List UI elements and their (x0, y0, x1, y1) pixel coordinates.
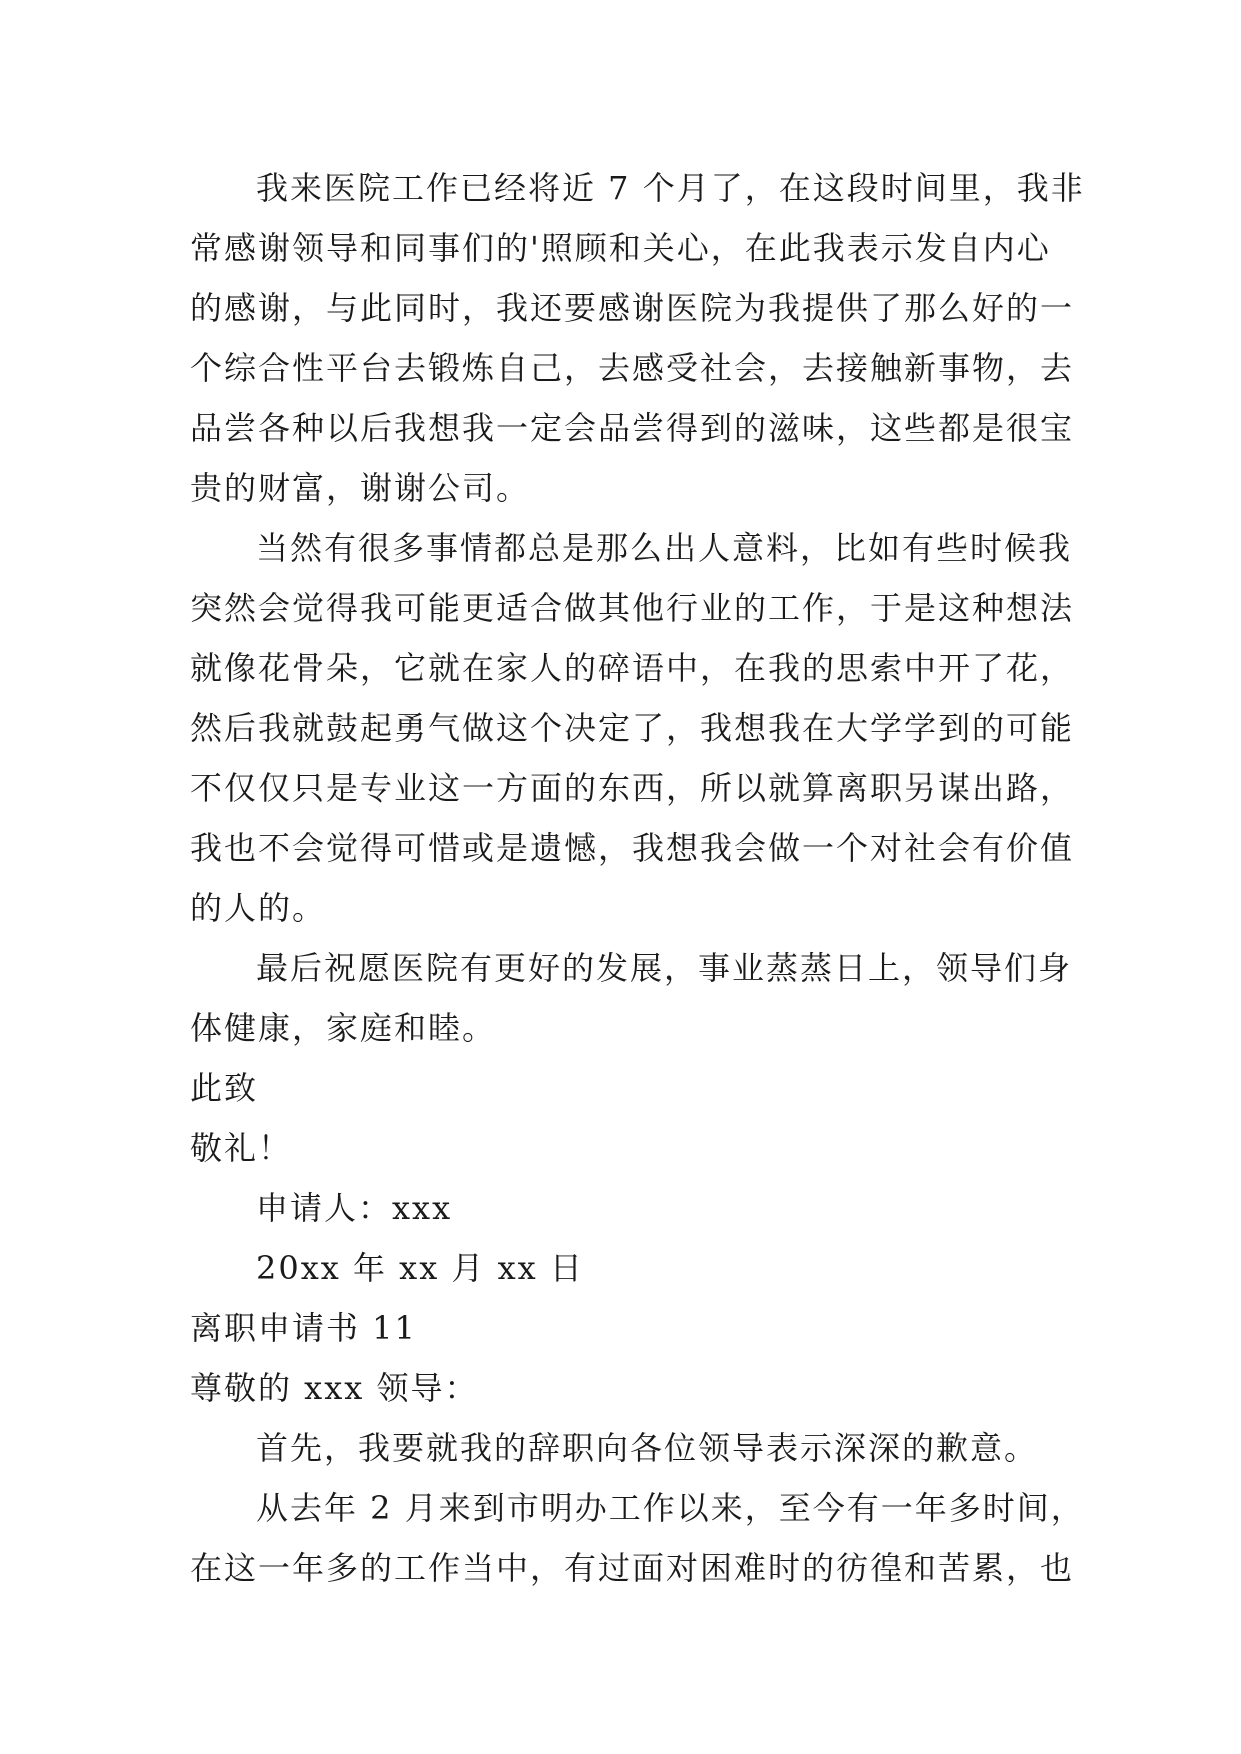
section-title: 离职申请书 11 (190, 1309, 417, 1347)
text-line: 就像花骨朵，它就在家人的碎语中，在我的思索中开了花， (190, 649, 1075, 687)
text-line: 首先，我要就我的辞职向各位领导表示深深的歉意。 (256, 1429, 1039, 1467)
text-line: 的人的。 (190, 889, 327, 927)
closing-regards: 敬礼！ (190, 1129, 293, 1167)
text-line: 从去年 2 月来到市明办工作以来，至今有一年多时间， (256, 1489, 1085, 1527)
text-line: 当然有很多事情都总是那么出人意料，比如有些时候我 (256, 529, 1073, 567)
signature-date: 20xx 年 xx 月 xx 日 (256, 1249, 584, 1287)
text-line: 常感谢领导和同事们的'照顾和关心，在此我表示发自内心 (190, 229, 1051, 267)
text-line: 突然会觉得我可能更适合做其他行业的工作，于是这种想法 (190, 589, 1075, 627)
text-line: 我也不会觉得可惜或是遗憾，我想我会做一个对社会有价值 (190, 829, 1075, 867)
text-line: 品尝各种以后我想我一定会品尝得到的滋味，这些都是很宝 (190, 409, 1075, 447)
text-line: 的感谢，与此同时，我还要感谢医院为我提供了那么好的一 (190, 289, 1075, 327)
text-line: 体健康，家庭和睦。 (190, 1009, 497, 1047)
text-line: 我来医院工作已经将近 7 个月了，在这段时间里，我非 (256, 169, 1085, 207)
applicant-signature: 申请人：xxx (256, 1189, 453, 1227)
letter-greeting: 尊敬的 xxx 领导： (190, 1369, 479, 1407)
text-line: 最后祝愿医院有更好的发展，事业蒸蒸日上，领导们身 (256, 949, 1073, 987)
text-line: 贵的财富，谢谢公司。 (190, 469, 531, 507)
document-body (190, 158, 1085, 1598)
text-line: 然后我就鼓起勇气做这个决定了，我想我在大学学到的可能 (190, 709, 1075, 747)
text-line: 个综合性平台去锻炼自己，去感受社会，去接触新事物，去 (190, 349, 1075, 387)
text-line: 不仅仅只是专业这一方面的东西，所以就算离职另谋出路， (190, 769, 1075, 807)
text-line: 在这一年多的工作当中，有过面对困难时的彷徨和苦累，也 (190, 1549, 1075, 1587)
closing-salutation: 此致 (190, 1069, 259, 1107)
